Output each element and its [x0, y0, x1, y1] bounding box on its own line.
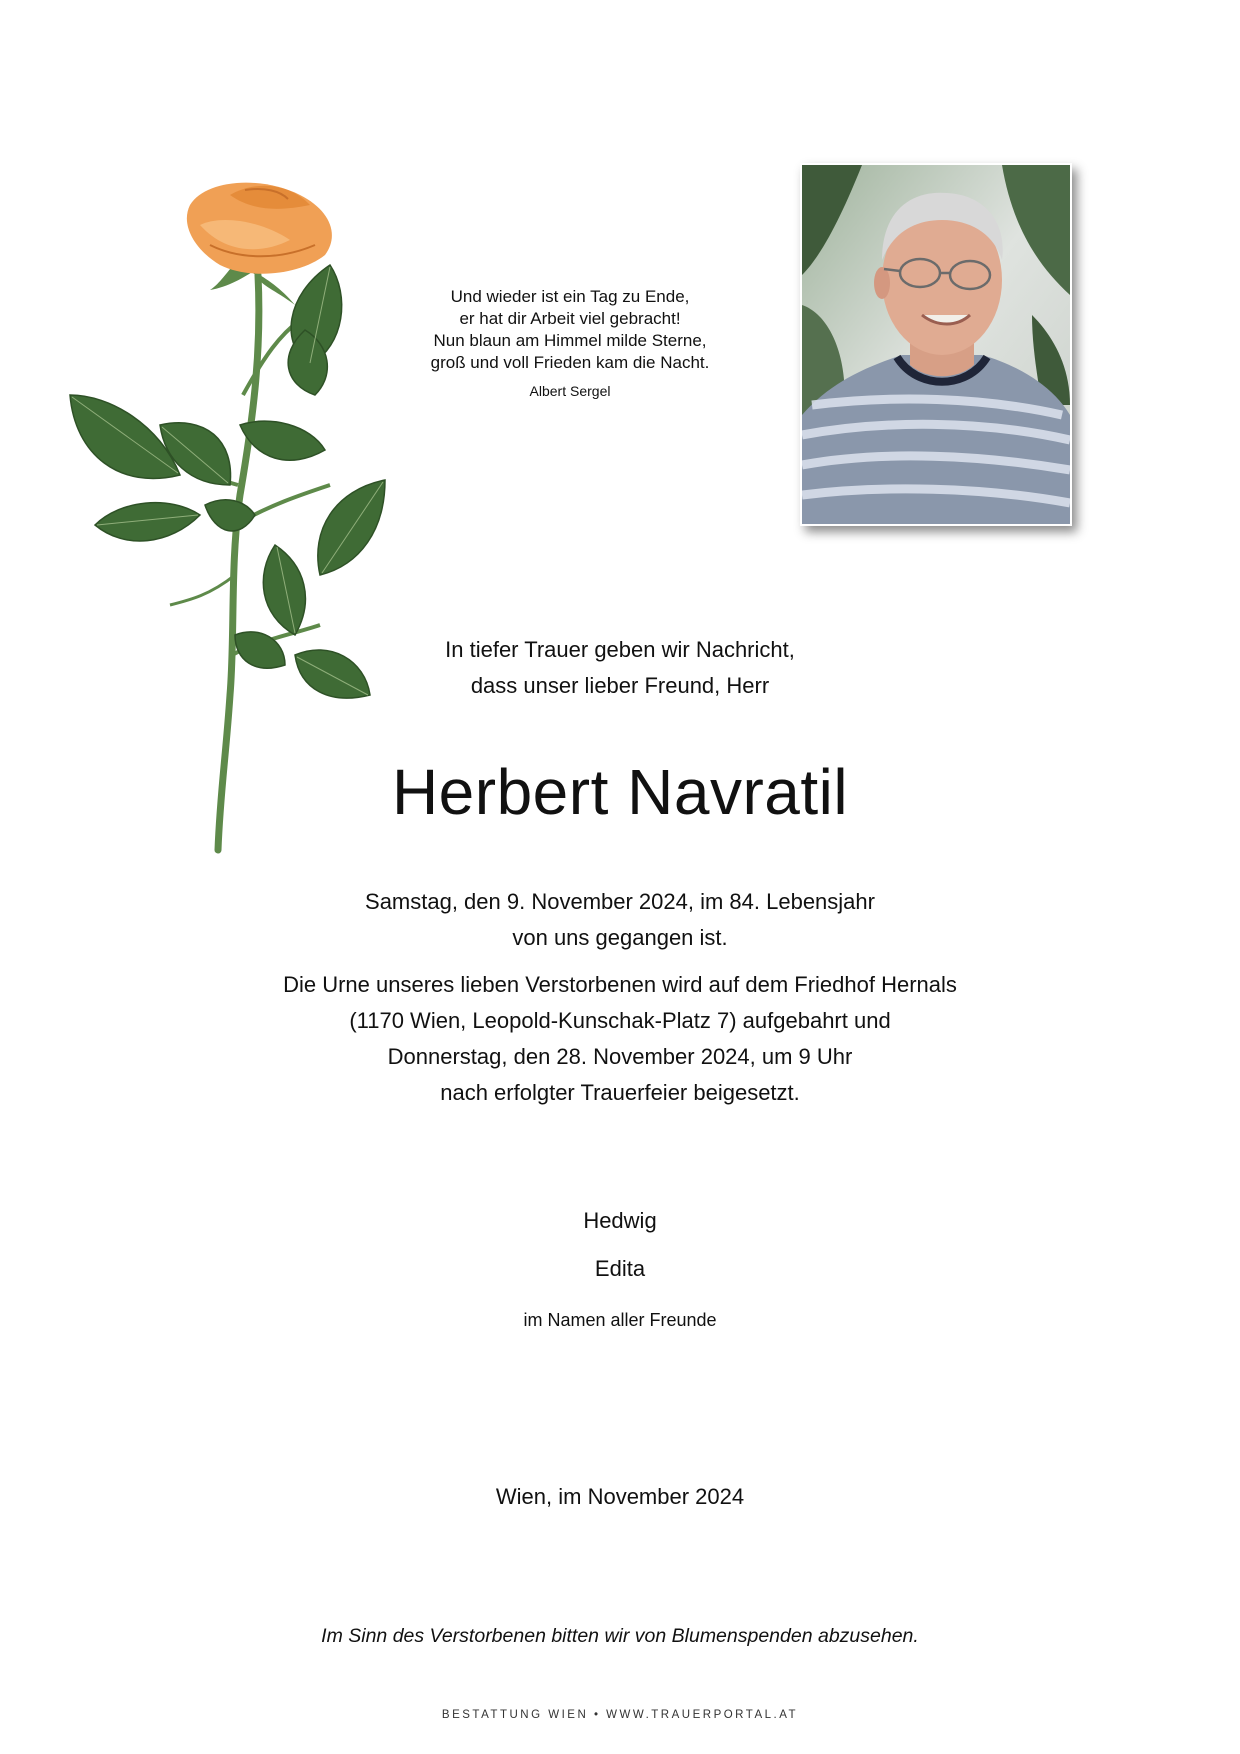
death-line: Samstag, den 9. November 2024, im 84. Lebensjahr: [365, 889, 875, 914]
funeral-line: (1170 Wien, Leopold-Kunschak-Platz 7) aufgebahrt und: [349, 1008, 891, 1033]
flower-note: Im Sinn des Verstorbenen bitten wir von Blumenspenden abzusehen.: [321, 1625, 919, 1647]
intro-line: dass unser lieber Freund, Herr: [470, 673, 770, 698]
poem-line: Und wieder ist ein Tag zu Ende,: [450, 287, 690, 306]
poem-line: groß und voll Frieden kam die Nacht.: [430, 353, 710, 372]
deceased-name: Herbert Navratil: [391, 756, 849, 828]
poem-line: Nun blaun am Himmel milde Sterne,: [433, 331, 707, 350]
mourner-name: Hedwig: [583, 1208, 657, 1233]
death-notice: [0, 884, 1240, 956]
funeral-line: nach erfolgter Trauerfeier beigesetzt.: [440, 1080, 800, 1105]
poem: [400, 286, 740, 402]
mourners-friends: im Namen aller Freunde: [523, 1310, 717, 1330]
poem-author: Albert Sergel: [529, 383, 611, 399]
intro-text: [0, 632, 1240, 704]
portrait-photo: [800, 163, 1072, 526]
death-line: von uns gegangen ist.: [512, 925, 728, 950]
intro-line: In tiefer Trauer geben wir Nachricht,: [445, 637, 795, 662]
portrait-image: [802, 165, 1070, 524]
mourner-name: Edita: [594, 1256, 646, 1281]
place-date: Wien, im November 2024: [495, 1484, 745, 1509]
poem-line: er hat dir Arbeit viel gebracht!: [459, 309, 681, 328]
funeral-line: Die Urne unseres lieben Verstorbenen wird auf dem Friedhof Hernals: [283, 972, 957, 997]
funeral-line: Donnerstag, den 28. November 2024, um 9 Uhr: [387, 1044, 853, 1069]
rose-illustration: [30, 95, 410, 855]
funeral-details: [0, 967, 1240, 1111]
footer-credit: BESTATTUNG WIEN • WWW.TRAUERPORTAL.AT: [441, 1709, 799, 1721]
